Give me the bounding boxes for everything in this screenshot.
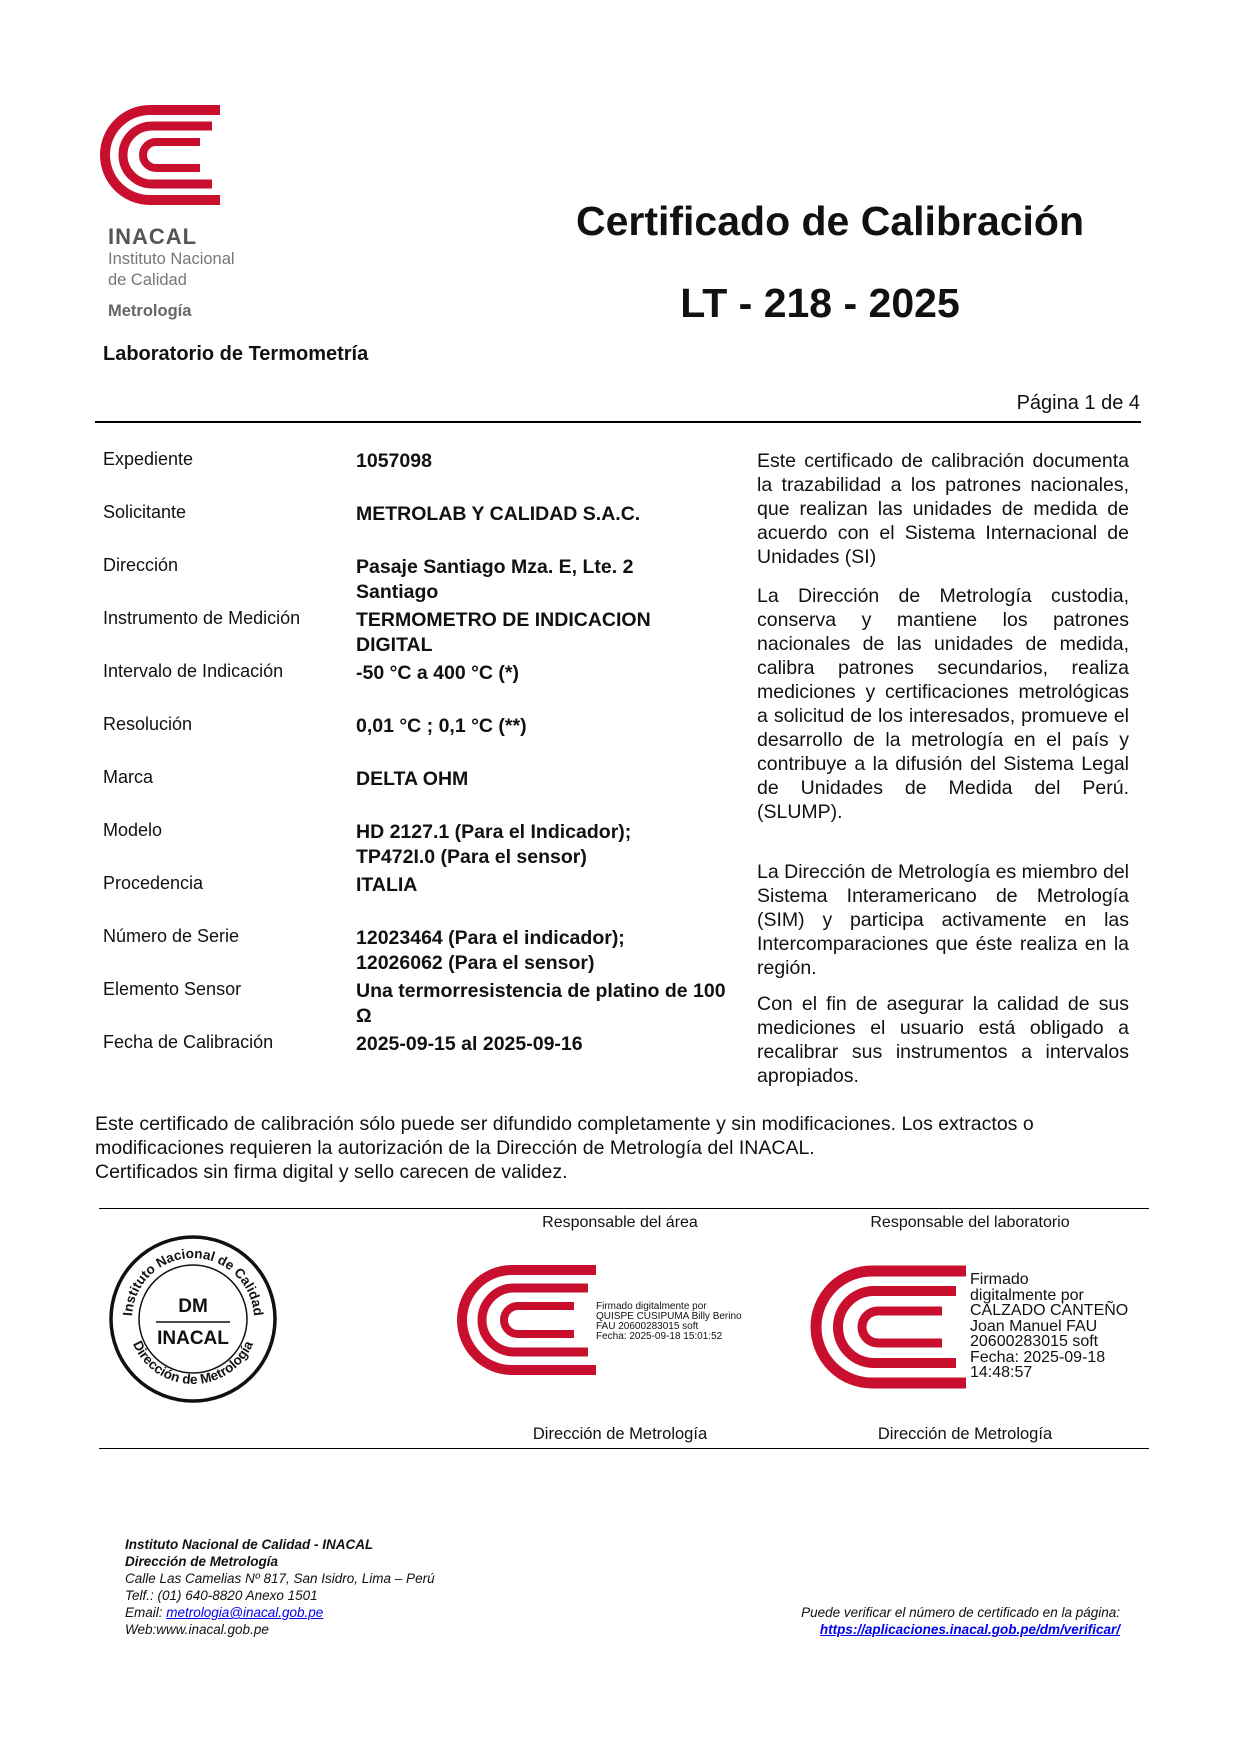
notice (95, 1112, 1135, 1184)
directorate-label-2: Dirección de Metrología (877, 1425, 1053, 1443)
field-value-solicitante: METROLAB Y CALIDAD S.A.C. (356, 503, 641, 525)
field-value-fecha: 2025-09-15 al 2025-09-16 (356, 1033, 583, 1055)
field-value-numero-serie: 12023464 (Para el indicador); 12026062 (Para el sensor) (356, 927, 625, 974)
certificate-number: LT - 218 - 2025 (680, 280, 960, 326)
field-label-solicitante: Solicitante (103, 502, 187, 522)
divider (99, 1448, 1149, 1449)
seal-top-text: Instituto Nacional de Calidad (120, 1245, 266, 1317)
lab-title: Laboratorio de Termometría (103, 343, 369, 365)
field-label-fecha: Fecha de Calibración (103, 1032, 274, 1052)
field-value-expediente: 1057098 (356, 450, 432, 472)
field-value-intervalo: -50 °C a 400 °C (*) (356, 662, 519, 684)
dm-seal-icon (108, 1234, 278, 1404)
field-label-modelo: Modelo (103, 820, 163, 840)
signature-1-logo-icon (450, 1262, 600, 1378)
field-value-resolucion: 0,01 °C ; 0,1 °C (**) (356, 715, 527, 737)
signature-2-text: Firmado digitalmente por CALZADO CANTEÑO Joan Manuel FAU 20600283015 soft Fecha: 2025-09-18 14:48:57 (970, 1271, 1129, 1381)
email-link[interactable]: metrologia@inacal.gob.pe (166, 1605, 324, 1620)
divider (99, 1208, 1149, 1209)
traceability-paragraph: Este certificado de calibración documenta la trazabilidad a los patrones nacionales, que realizan las unidades de medida de acuerdo con el Sistema Internacional de Unidades (SI) (757, 450, 1129, 568)
field-label-elemento-sensor: Elemento Sensor (103, 979, 242, 999)
org-line-2: de Calidad (108, 271, 187, 289)
page-number: Página 1 de 4 (1016, 392, 1140, 414)
field-value-direccion: Pasaje Santiago Mza. E, Lte. 2 Santiago (356, 556, 634, 603)
org-subtitle: Metrología (108, 302, 192, 320)
seal-bottom-text: Dirección de Metrología (130, 1338, 256, 1388)
footer-address: Instituto Nacional de Calidad - INACAL Dirección de Metrología Calle Las Camelias Nº 817, San Isidro, Lima – Perú Telf.: (01) 640-8820 Anexo 1501 Email: metrologia@inacal.gob.pe Web:www.inacal.gob.pe (125, 1537, 435, 1637)
divider (95, 421, 1141, 423)
org-line-1: Instituto Nacional (108, 250, 235, 268)
org-name: INACAL (108, 224, 198, 249)
field-label-numero-serie: Número de Serie (103, 926, 240, 946)
field-label-intervalo: Intervalo de Indicación (103, 661, 284, 681)
field-value-modelo: HD 2127.1 (Para el Indicador); TP472I.0 (Para el sensor) (356, 821, 632, 868)
directorate-label-1: Dirección de Metrología (532, 1425, 708, 1443)
custody-paragraph: La Dirección de Metrología custodia, conserva y mantiene los patrones nacionales de las unidades de medida, calibra patrones secundarios, realiza mediciones y certificaciones metrológicas a solicitud de los interesados, promueve el desarrollo de la metrología en el país y contribuye a la difusión del Sistema Legal de Unidades de Medida del Perú. (SLUMP). (757, 585, 1129, 823)
verify-link[interactable]: https://aplicaciones.inacal.gob.pe/dm/verificar/ (819, 1622, 1120, 1637)
verify-section: Puede verificar el número de certificado en la página: https://aplicaciones.inacal.gob.pe/dm/verificar/ (801, 1605, 1120, 1637)
certificate-title: Certificado de Calibración (575, 198, 1085, 244)
field-value-marca: DELTA OHM (356, 768, 469, 790)
area-responsible-title: Responsable del área (542, 1214, 698, 1231)
field-label-expediente: Expediente (103, 449, 194, 469)
inacal-logo-icon (92, 100, 222, 210)
field-label-resolucion: Resolución (103, 714, 193, 734)
field-label-direccion: Dirección (103, 555, 179, 575)
notice-line-2: modificaciones requieren la autorización de la Dirección de Metrología del INACAL. (95, 1137, 815, 1159)
signature-1-text: Firmado digitalmente por QUISPE CUSIPUMA Billy Berino FAU 20600283015 soft Fecha: 2025-09-18 15:01:52 (596, 1301, 742, 1342)
field-value-procedencia: ITALIA (356, 874, 418, 896)
field-label-instrumento: Instrumento de Medición (103, 608, 301, 628)
recalibration-paragraph: Con el fin de asegurar la calidad de sus mediciones el usuario está obligado a recalibrar sus instrumentos a intervalos apropiados. (757, 993, 1129, 1087)
seal-dm-text: DM (178, 1296, 208, 1317)
field-label-marca: Marca (103, 767, 154, 787)
sim-paragraph: La Dirección de Metrología es miembro del Sistema Interamericano de Metrología (SIM) y participa activamente en las Intercomparaciones que éste realiza en la región. (757, 861, 1129, 979)
field-value-instrumento: TERMOMETRO DE INDICACION DIGITAL (356, 609, 651, 656)
notice-line-1: Este certificado de calibración sólo puede ser difundido completamente y sin modificaciones. Los extractos o (95, 1113, 1034, 1135)
lab-responsible-title: Responsable del laboratorio (870, 1214, 1070, 1231)
field-label-procedencia: Procedencia (103, 873, 204, 893)
seal-inacal-text: INACAL (157, 1328, 229, 1349)
field-value-elemento-sensor: Una termorresistencia de platino de 100 Ω (356, 980, 726, 1027)
notice-line-3: Certificados sin firma digital y sello carecen de validez. (95, 1161, 568, 1183)
signature-2-logo-icon (802, 1262, 970, 1392)
